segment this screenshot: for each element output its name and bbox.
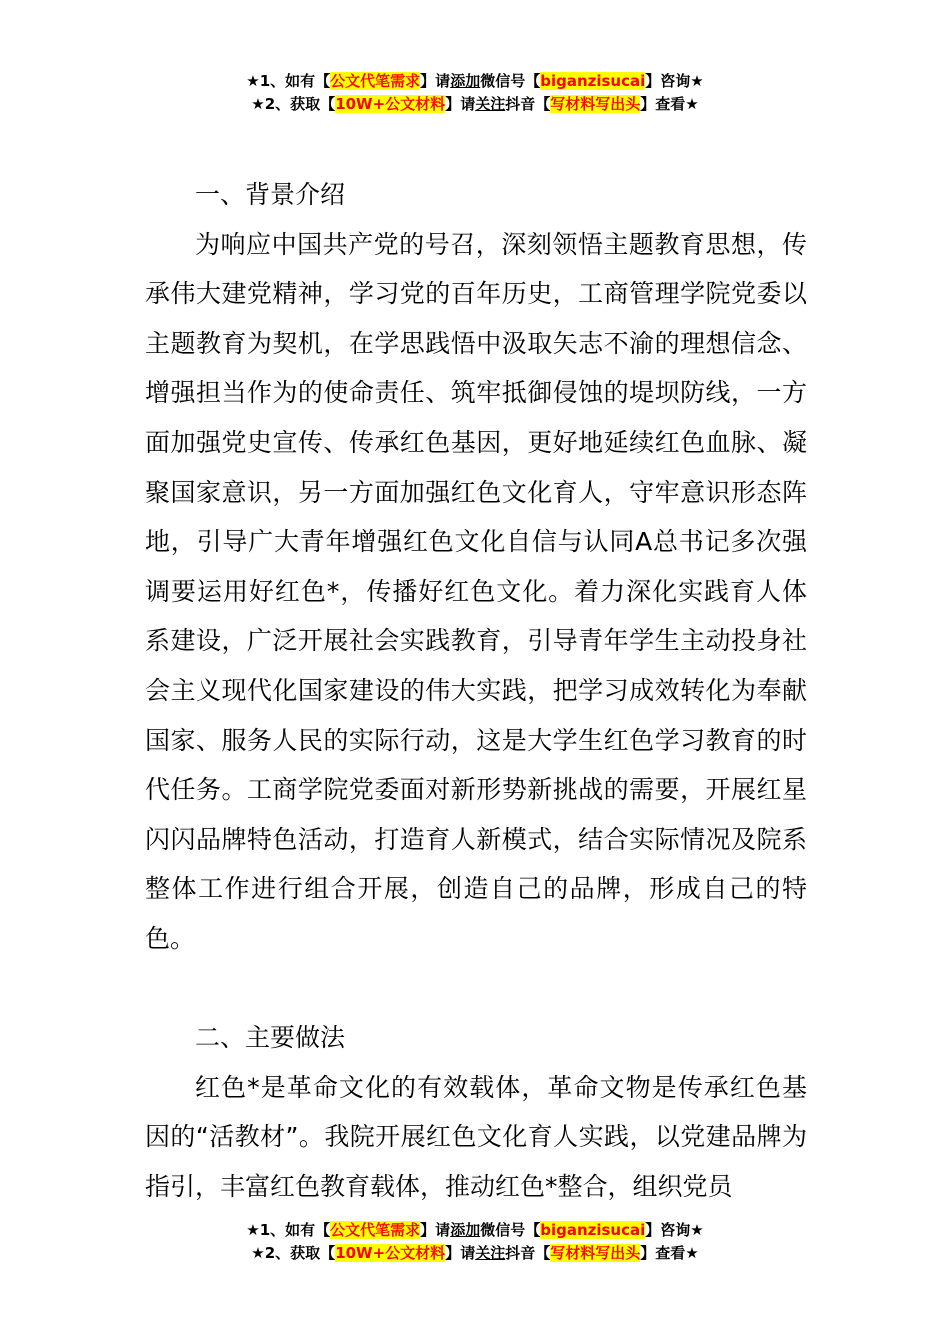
section-paragraph: 红色*是革命文化的有效载体，革命文物是传承红色基因的“活教材”。我院开展红色文化育人实践，以党建品牌为指引，丰富红色教育载体，推动红色*整合，组织党员 bbox=[145, 1072, 807, 1201]
highlight-text: 公文代笔需求 bbox=[330, 1221, 421, 1239]
section-heading: 一、背景介绍 bbox=[195, 180, 346, 209]
highlight-text: 写材料写出头 bbox=[550, 95, 641, 113]
highlight-text: 10W+公文材料 bbox=[335, 95, 446, 113]
section-heading: 二、主要做法 bbox=[195, 1023, 346, 1053]
highlight-text: biganzisucai bbox=[540, 72, 646, 90]
document-body bbox=[145, 170, 807, 1211]
section-gap bbox=[145, 964, 807, 1014]
banner-line-1: ★1、如有【公文代笔需求】请添加微信号【biganzisucai】咨询★ bbox=[246, 72, 704, 90]
section-paragraph: 为响应中国共产党的号召，深刻领悟主题教育思想，传承伟大建党精神，学习党的百年历史，工商管理学院党委以主题教育为契机，在学思践悟中汲取矢志不渝的理想信念、增强担当作为的使命责任、筑牢抵御侵蚀的堤坝防线，一方面加强党史宣传、传承红色基因，更好地延续红色血脉、凝聚国家意识，另一方面加强红色文化育人，守牢意识形态阵地，引导广大青年增强红色文化自信与认同A总书记多次强调要运用好红色*，传播好红色文化。着力深化实践育人体系建设，广泛开展社会实践教育，引导青年学生主动投身社会主义现代化国家建设的伟大实践，把学习成效转化为奉献国家、服务人民的实际行动，这是大学生红色学习教育的时代任务。工商学院党委面对新形势新挑战的需要，开展红星闪闪品牌特色活动，打造育人新模式，结合实际情况及院系整体工作进行组合开展，创造自己的品牌，形成自己的特色。 bbox=[145, 229, 807, 953]
highlight-text: biganzisucai bbox=[540, 1221, 646, 1239]
banner-line-1: ★1、如有【公文代笔需求】请添加微信号【biganzisucai】咨询★ bbox=[246, 1221, 704, 1239]
highlight-text: 写材料写出头 bbox=[550, 1244, 641, 1262]
highlight-text: 10W+公文材料 bbox=[335, 1244, 446, 1262]
banner-line-2: ★2、获取【10W+公文材料】请关注抖音【写材料写出头】查看★ bbox=[251, 95, 699, 113]
top-banner bbox=[0, 70, 950, 116]
bottom-banner bbox=[0, 1219, 950, 1265]
banner-line-2: ★2、获取【10W+公文材料】请关注抖音【写材料写出头】查看★ bbox=[251, 1244, 699, 1262]
highlight-text: 公文代笔需求 bbox=[330, 72, 421, 90]
